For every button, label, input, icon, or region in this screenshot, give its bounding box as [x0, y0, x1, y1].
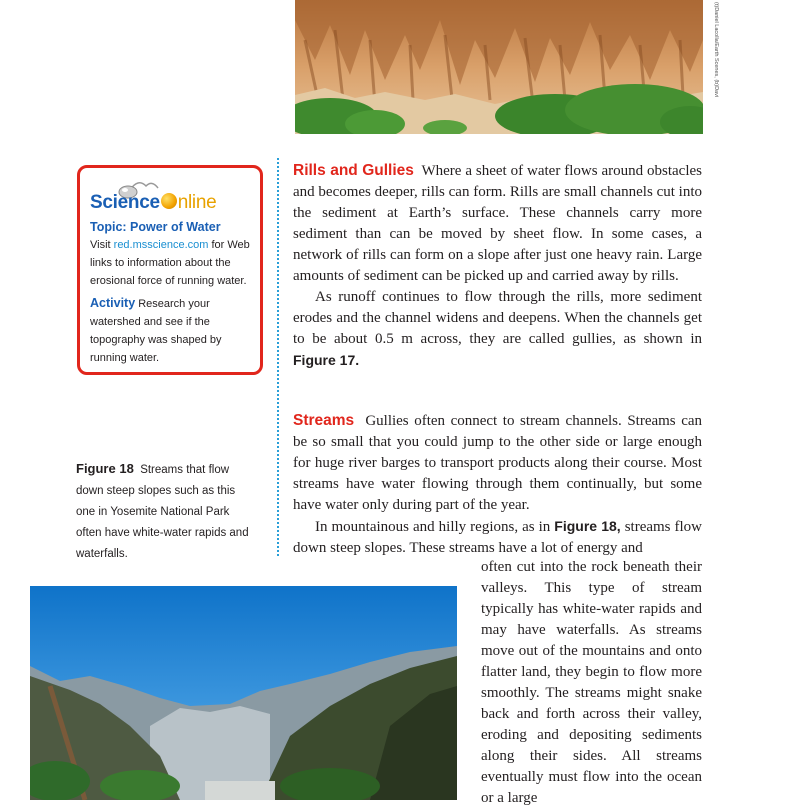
streams-paragraph-2: In mountainous and hilly regions, as in Figure 18, streams flow down steep slopes. These streams have a lot of energy and: [293, 518, 703, 556]
streams-heading: Streams: [293, 412, 355, 429]
figure-18-reference: Figure 18,: [554, 518, 621, 534]
figure-caption-text: Streams that flow down steep slopes such as this one in Yosemite National Park often have white-water rapids and waterfalls.: [76, 464, 249, 560]
rills-heading: Rills and Gullies: [293, 162, 414, 179]
figure-caption: [76, 458, 254, 565]
science-online-logo: Science nline: [90, 176, 250, 216]
science-online-link[interactable]: red.msscience.com: [113, 239, 209, 251]
photo-credit: (t)Daniel Lacolla/Earth Scenes, (b)Davi: [713, 2, 719, 98]
globe-icon: [161, 193, 177, 209]
figure-17-reference: Figure 17.: [293, 352, 360, 368]
rills-section: [293, 160, 702, 372]
topic-text: Visit red.msscience.com for Web links to information about the erosional force of running water.: [90, 239, 250, 287]
activity-label: Activity: [90, 296, 136, 310]
column-divider: [277, 158, 279, 556]
topic-heading: Topic: Power of Water: [90, 220, 221, 234]
badlands-gullies-photo: [295, 0, 703, 134]
streams-paragraph-1: Streams Gullies often connect to stream channels. Streams can be so small that you could jump to the other side or large enough for huge river barges to transport products along their course. Most streams have water flowing through them continually, but some have water only during part of the year.: [293, 412, 703, 513]
figure-label: Figure 18: [76, 461, 134, 476]
streams-paragraph-2-continued: often cut into the rock beneath their valleys. This type of stream typically has white-water rapids and may have waterfalls. As streams move out of the mountains and onto flatter land, they begin to flow more smoothly. The streams might snake back and forth across their valley, eroding and depositing sediments along their sides. All streams eventually must flow into the ocean or a large: [481, 559, 702, 806]
yosemite-canyon-photo: [30, 586, 457, 800]
streams-section: [293, 410, 702, 559]
activity-text: Activity Research your watershed and see if the topography was shaped by running water.: [90, 296, 222, 364]
rills-paragraph-1: Rills and Gullies Where a sheet of water flows around obstacles and becomes deeper, rills can form. Rills are small channels cut into the sediment at Earth’s surface. These channels carry more sediment than can be moved by sheet flow. In some cases, a network of rills can form on a slope after just one heavy rain. Large amounts of sediment can be picked up and carried away by rills.: [293, 162, 702, 284]
science-online-box: [77, 165, 263, 375]
rills-paragraph-2: As runoff continues to flow through the rills, more sediment erodes and the channel widens and deepens. When the channels get to be about 0.5 m across, they are called gullies, as shown in Figure 17.: [293, 289, 702, 368]
